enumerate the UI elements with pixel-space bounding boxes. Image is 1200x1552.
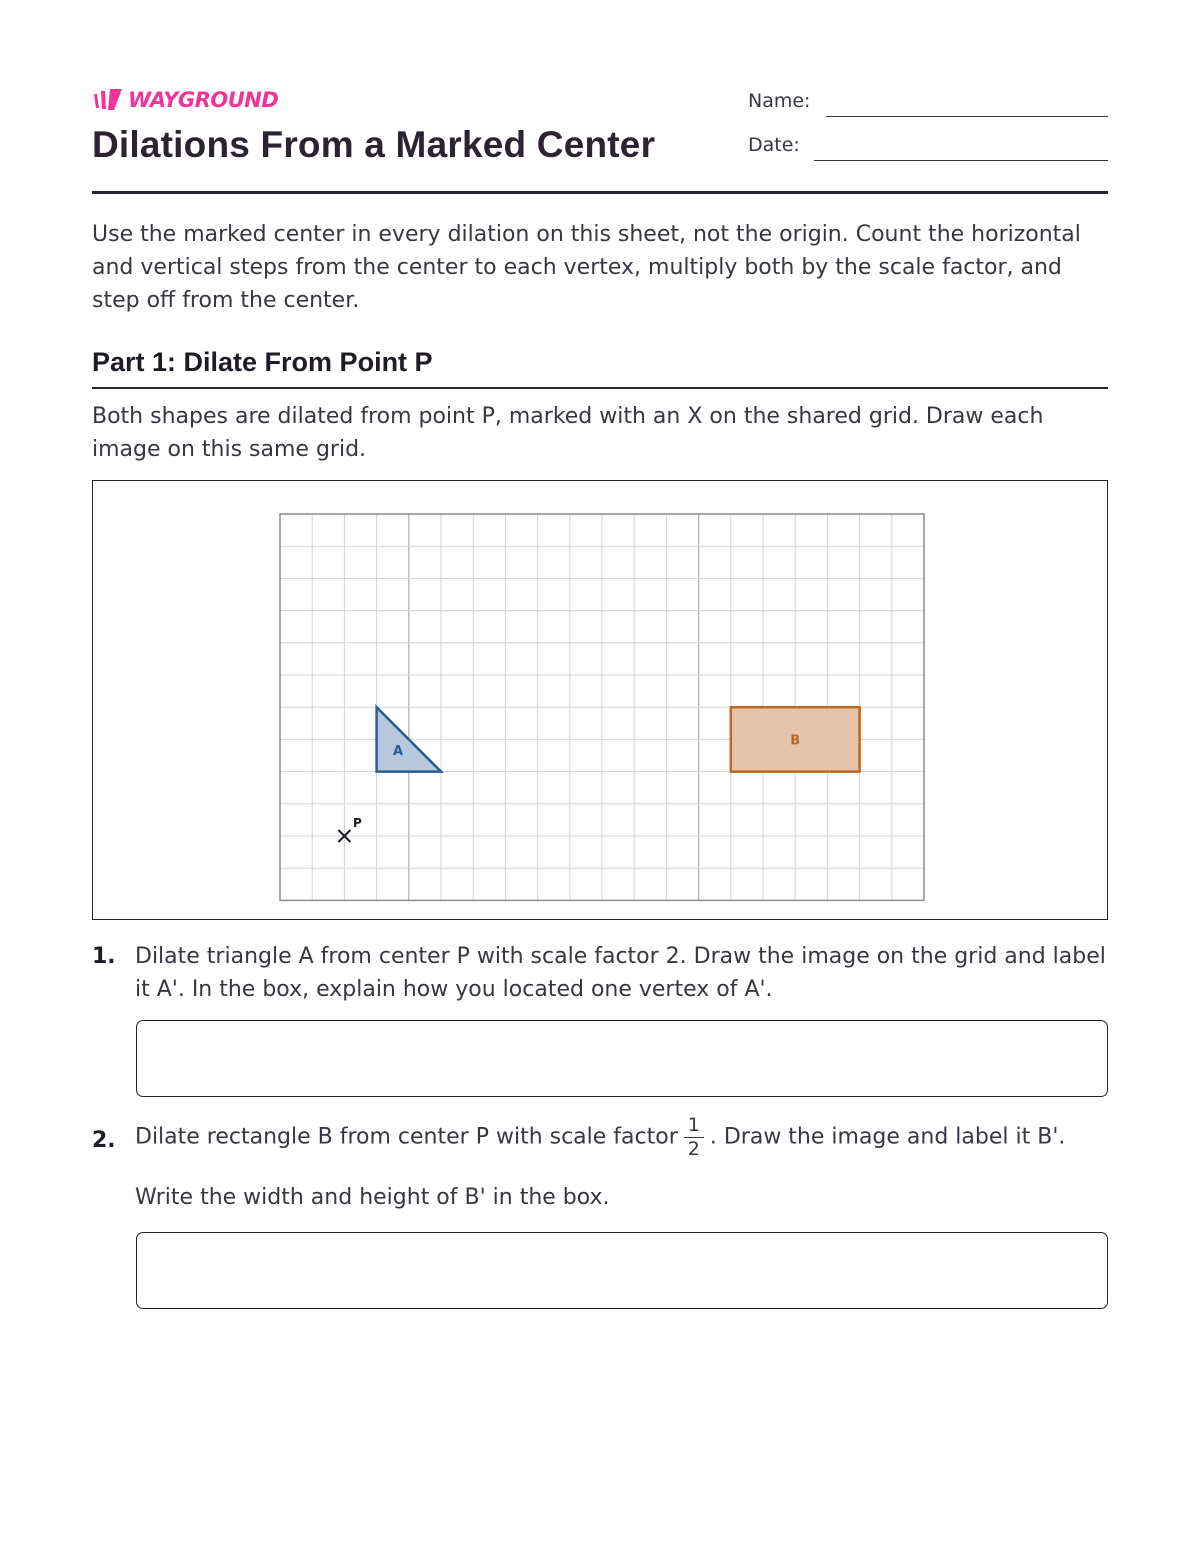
- coordinate-grid[interactable]: [93, 481, 1107, 919]
- wayground-logo-icon: [92, 88, 126, 112]
- question-1-answer-box[interactable]: [136, 1020, 1108, 1097]
- header-divider: [92, 191, 1108, 194]
- fraction-denominator: 2: [684, 1137, 704, 1159]
- intro-text: Use the marked center in every dilation on this sheet, not the origin. Count the horizontal and vertical steps from the center to each vertex, multiply both by the scale factor, and step off from the center.: [92, 222, 1081, 313]
- brand-logo: [92, 86, 278, 114]
- triangle-a-label: A: [393, 744, 404, 760]
- scale-factor-fraction: [684, 1116, 704, 1159]
- name-field[interactable]: [826, 116, 1108, 117]
- question-2-number: 2.: [92, 1128, 116, 1153]
- section-divider: [92, 387, 1108, 389]
- part1-text: Both shapes are dilated from point P, marked with an X on the shared grid. Draw each image on this same grid.: [92, 404, 1044, 462]
- rectangle-b-label: B: [790, 733, 801, 749]
- grid-panel: [92, 480, 1108, 920]
- name-label: Name:: [748, 90, 811, 112]
- question-2-text-before: Dilate rectangle B from center P with scale factor: [135, 1124, 678, 1150]
- question-2-answer-box[interactable]: [136, 1232, 1108, 1309]
- question-1-text: Dilate triangle A from center P with scale factor 2. Draw the image on the grid and label it A'. In the box, explain how you located one vertex of A'.: [135, 944, 1106, 1002]
- question-2-text-after: . Draw the image and label it B'.: [709, 1124, 1066, 1150]
- question-2-text: [135, 1116, 1110, 1159]
- fraction-numerator: 1: [687, 1114, 700, 1136]
- part1-title: Part 1: Dilate From Point P: [92, 347, 433, 377]
- question-1-number: 1.: [92, 944, 116, 969]
- brand-name: WAYGROUND: [128, 88, 279, 112]
- page-title: Dilations From a Marked Center: [92, 124, 656, 165]
- date-label: Date:: [748, 134, 800, 156]
- center-p-label: P: [353, 816, 362, 830]
- question-2-text-line2: Write the width and height of B' in the box.: [135, 1185, 610, 1210]
- date-field[interactable]: [814, 160, 1108, 161]
